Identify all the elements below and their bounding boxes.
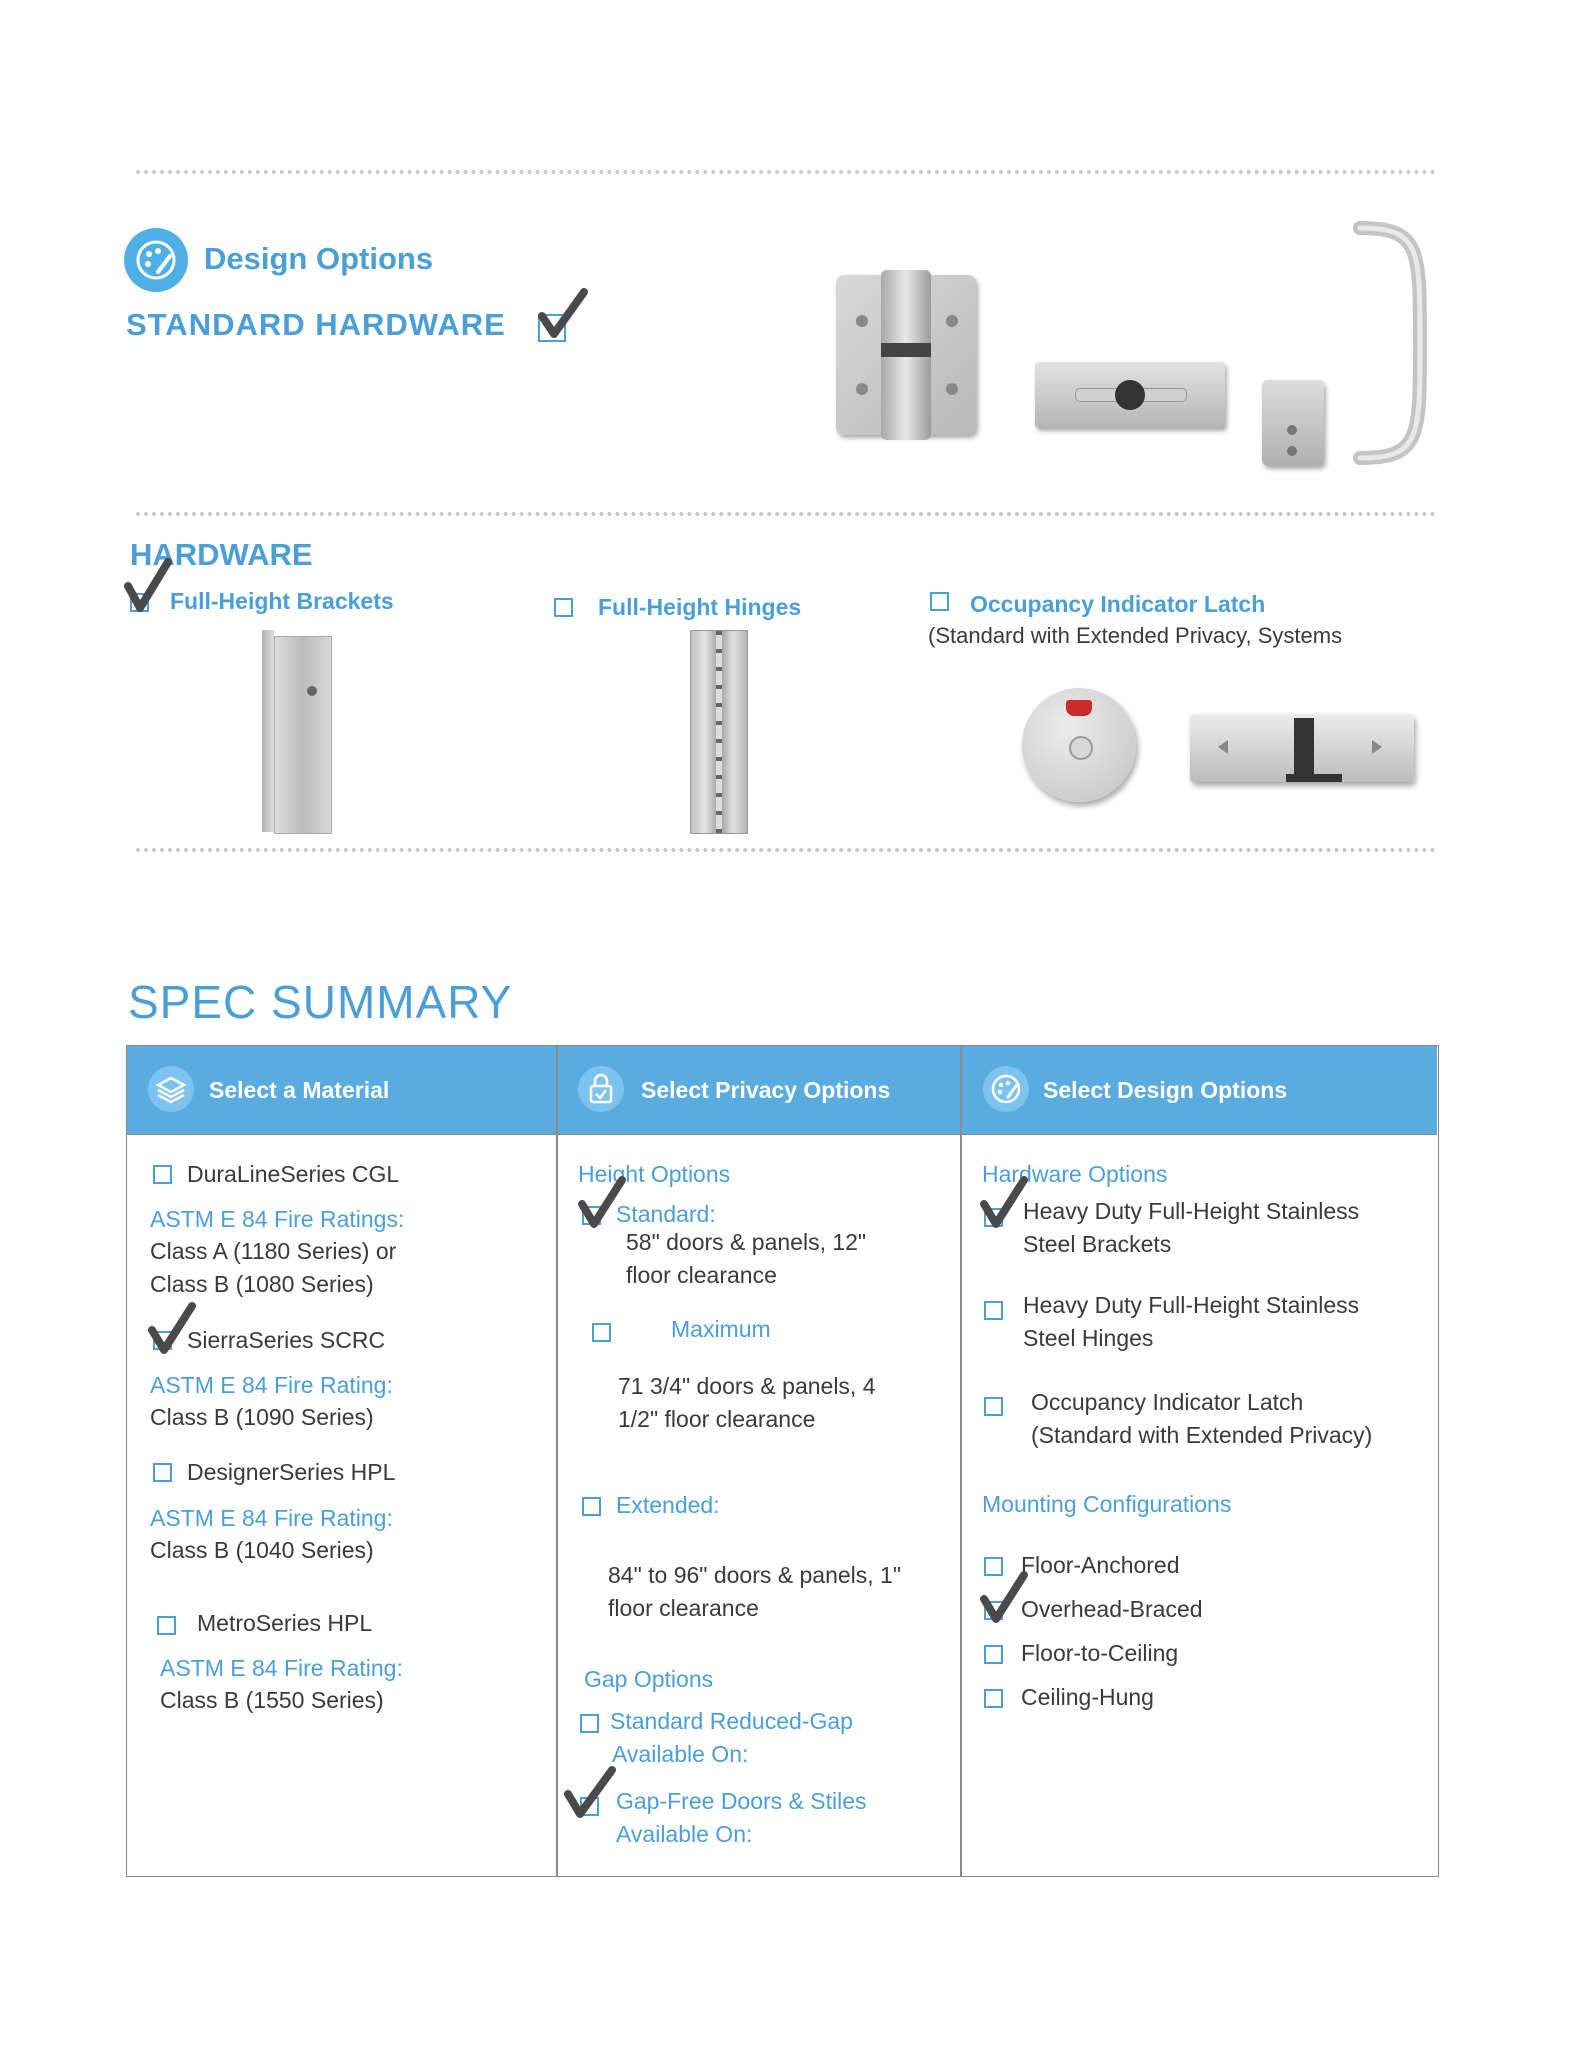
material-metro-rating-line: Class B (1550 Series) <box>160 1687 384 1713</box>
height-options-heading: Height Options <box>578 1161 731 1187</box>
material-duraline-rating-line: Class B (1080 Series) <box>150 1271 374 1297</box>
indicator-latch-image <box>1190 714 1414 782</box>
pull-handle-image <box>1350 218 1440 468</box>
piano-hinge-image <box>690 630 748 834</box>
keeper-image <box>1262 380 1324 466</box>
column-header-material: Select a Material <box>209 1077 390 1103</box>
divider-top <box>136 170 1436 174</box>
divider-middle <box>136 512 1436 516</box>
height-extended-line: 84" to 96" doors & panels, 1" <box>608 1562 902 1588</box>
material-designer-checkbox[interactable] <box>153 1463 172 1482</box>
material-metro-rating-label: ASTM E 84 Fire Rating: <box>160 1655 403 1681</box>
gap-reduced-line: Available On: <box>612 1741 749 1767</box>
design-latch-line: (Standard with Extended Privacy) <box>1031 1422 1373 1448</box>
height-standard-label: Standard: <box>616 1201 716 1227</box>
indicator-disc-image <box>1022 688 1136 802</box>
design-brackets-line: Heavy Duty Full-Height Stainless <box>1023 1198 1360 1224</box>
mounting-floor-anchored-label: Floor-Anchored <box>1021 1552 1180 1578</box>
divider-bottom <box>136 848 1436 852</box>
material-designer-rating-label: ASTM E 84 Fire Rating: <box>150 1505 393 1531</box>
lock-icon <box>578 1066 624 1112</box>
mounting-floor-to-ceiling-label: Floor-to-Ceiling <box>1021 1640 1179 1666</box>
design-latch-checkbox[interactable] <box>984 1397 1003 1416</box>
height-maximum-line: 1/2" floor clearance <box>618 1406 816 1432</box>
material-sierra-label: SierraSeries SCRC <box>187 1327 386 1353</box>
column-header-design: Select Design Options <box>1043 1077 1288 1103</box>
material-duraline-rating-line: Class A (1180 Series) or <box>150 1238 397 1264</box>
occupancy-latch-label: Occupancy Indicator Latch <box>970 591 1266 617</box>
mounting-overhead-braced-label: Overhead-Braced <box>1021 1596 1203 1622</box>
hardware-heading: HARDWARE <box>130 537 313 572</box>
bracket-image <box>262 630 332 832</box>
column-divider-1 <box>556 1046 558 1876</box>
material-duraline-checkbox[interactable] <box>153 1165 172 1184</box>
height-maximum-line: 71 3/4" doors & panels, 4 <box>618 1373 876 1399</box>
height-maximum-label: Maximum <box>671 1316 771 1342</box>
spec-summary-title: SPEC SUMMARY <box>128 976 513 1028</box>
design-brackets-line: Steel Brackets <box>1023 1231 1172 1257</box>
full-height-brackets-label: Full-Height Brackets <box>170 588 394 614</box>
material-designer-rating-line: Class B (1040 Series) <box>150 1537 374 1563</box>
gap-options-heading: Gap Options <box>584 1666 714 1692</box>
height-standard-line: 58" doors & panels, 12" <box>626 1229 867 1255</box>
material-sierra-rating-label: ASTM E 84 Fire Rating: <box>150 1372 393 1398</box>
hinge-image <box>836 275 976 435</box>
material-duraline-label: DuraLineSeries CGL <box>187 1161 400 1187</box>
slide-latch-image <box>1035 362 1225 444</box>
hardware-options-heading: Hardware Options <box>982 1161 1168 1187</box>
gap-free-line: Gap-Free Doors & Stiles <box>616 1788 867 1814</box>
mounting-ceiling-hung-checkbox[interactable] <box>984 1689 1003 1708</box>
material-sierra-rating-line: Class B (1090 Series) <box>150 1404 374 1430</box>
design-latch-line: Occupancy Indicator Latch <box>1031 1389 1304 1415</box>
height-extended-checkbox[interactable] <box>582 1497 601 1516</box>
design-hinges-checkbox[interactable] <box>984 1301 1003 1320</box>
height-standard-line: floor clearance <box>626 1262 777 1288</box>
mounting-ceiling-hung-label: Ceiling-Hung <box>1021 1684 1154 1710</box>
checkmark-icon <box>560 1762 620 1822</box>
palette-icon <box>124 228 188 292</box>
full-height-hinges-checkbox[interactable] <box>554 598 573 617</box>
design-hinges-line: Heavy Duty Full-Height Stainless <box>1023 1292 1360 1318</box>
design-hinges-line: Steel Hinges <box>1023 1325 1154 1351</box>
layers-icon <box>148 1066 194 1112</box>
material-designer-label: DesignerSeries HPL <box>187 1459 396 1485</box>
mounting-floor-to-ceiling-checkbox[interactable] <box>984 1645 1003 1664</box>
height-maximum-checkbox[interactable] <box>592 1323 611 1342</box>
checkmark-icon <box>976 1172 1030 1232</box>
material-duraline-rating-label: ASTM E 84 Fire Ratings: <box>150 1206 405 1232</box>
gap-reduced-line: Standard Reduced-Gap <box>610 1708 853 1734</box>
occupancy-latch-note: (Standard with Extended Privacy, Systems <box>928 623 1343 648</box>
checkmark-icon <box>120 554 174 614</box>
gap-reduced-checkbox[interactable] <box>580 1714 599 1733</box>
material-metro-checkbox[interactable] <box>157 1616 176 1635</box>
palette-icon <box>983 1066 1029 1112</box>
height-extended-line: floor clearance <box>608 1595 759 1621</box>
column-header-privacy: Select Privacy Options <box>641 1077 891 1103</box>
occupancy-latch-checkbox[interactable] <box>930 592 949 611</box>
gap-free-line: Available On: <box>616 1821 753 1847</box>
height-extended-label: Extended: <box>616 1492 720 1518</box>
checkmark-icon <box>530 284 590 344</box>
material-metro-label: MetroSeries HPL <box>197 1610 373 1636</box>
standard-hardware-label: STANDARD HARDWARE <box>126 307 506 342</box>
column-divider-2 <box>960 1046 962 1876</box>
design-options-title: Design Options <box>204 241 434 276</box>
mounting-configurations-heading: Mounting Configurations <box>982 1491 1232 1517</box>
full-height-hinges-label: Full-Height Hinges <box>598 594 802 620</box>
